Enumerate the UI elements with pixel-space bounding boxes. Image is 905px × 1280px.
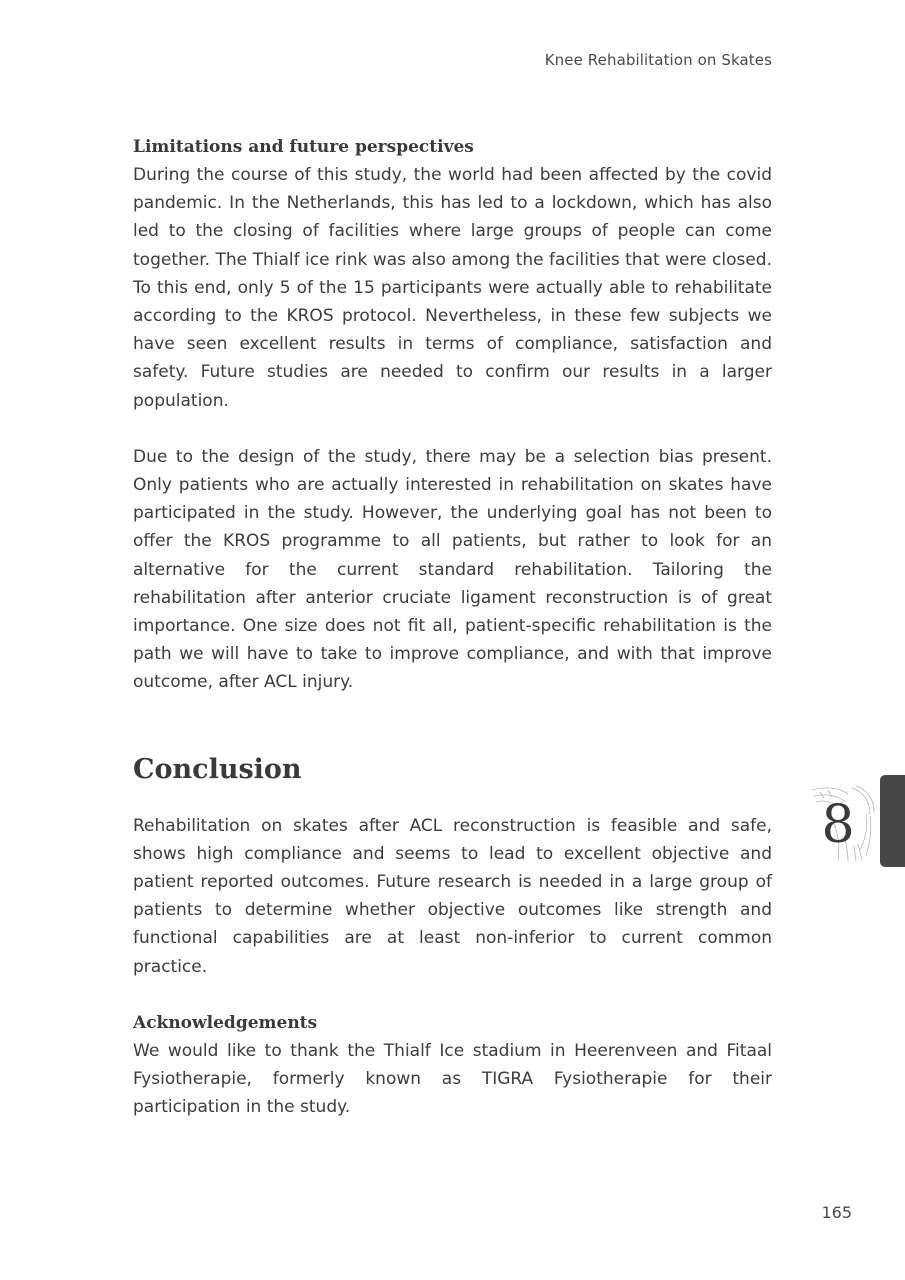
heading-spacer (133, 790, 772, 812)
limitations-paragraph-2: Due to the design of the study, there may be a selection bias present. Only patients who are actually interested in rehabilitation on skates have participated in the study. However, the underlying goal has not been to offer the KROS programme to all patients, but rather to look for an alternative for the current standard rehabilitation. Tailoring the rehabilitation after anterior cruciate ligament reconstruction is of great importance. One size does not fit all, patient-specific rehabilitation is the path we will have to take to improve compliance, and with that improve outcome, after ACL injury. (133, 446, 772, 693)
chapter-number: 8 (821, 795, 855, 855)
limitations-heading: Limitations and future perspectives (133, 137, 474, 157)
running-header: Knee Rehabilitation on Skates (544, 51, 772, 69)
chapter-knee-emblem (808, 784, 878, 862)
chapter-tab (880, 775, 905, 867)
section-spacer (133, 697, 772, 750)
conclusion-paragraph: Rehabilitation on skates after ACL reconstruction is feasible and safe, shows high compliance and seems to lead to excellent objective and patient reported outcomes. Future research is needed in a large group of patients to determine whether objective outcomes like strength and functional capabilities are at least non-inferior to current common practice. (133, 815, 772, 977)
knee-sketch-icon (808, 784, 878, 862)
paragraph-spacer (133, 415, 772, 443)
page-number: 165 (821, 1203, 852, 1222)
paragraph-spacer (133, 981, 772, 1009)
acknowledgements-paragraph: We would like to thank the Thialf Ice stadium in Heerenveen and Fitaal Fysiotherapie, formerly known as TIGRA Fysiotherapie for their participation in the study. (133, 1040, 772, 1118)
acknowledgements-heading: Acknowledgements (133, 1012, 318, 1033)
conclusion-heading: Conclusion (133, 753, 302, 785)
page-body (133, 133, 772, 1121)
limitations-paragraph-1: During the course of this study, the world had been affected by the covid pandemic. In the Netherlands, this has led to a lockdown, which has also led to the closing of facilities where large groups of people can come together. The Thialf ice rink was also among the facilities that were closed. To this end, only 5 of the 15 participants were actually able to rehabilitate according to the KROS protocol. Nevertheless, in these few subjects we have seen excellent results in terms of compliance, satisfaction and safety. Future studies are needed to confirm our results in a larger population. (133, 165, 772, 411)
